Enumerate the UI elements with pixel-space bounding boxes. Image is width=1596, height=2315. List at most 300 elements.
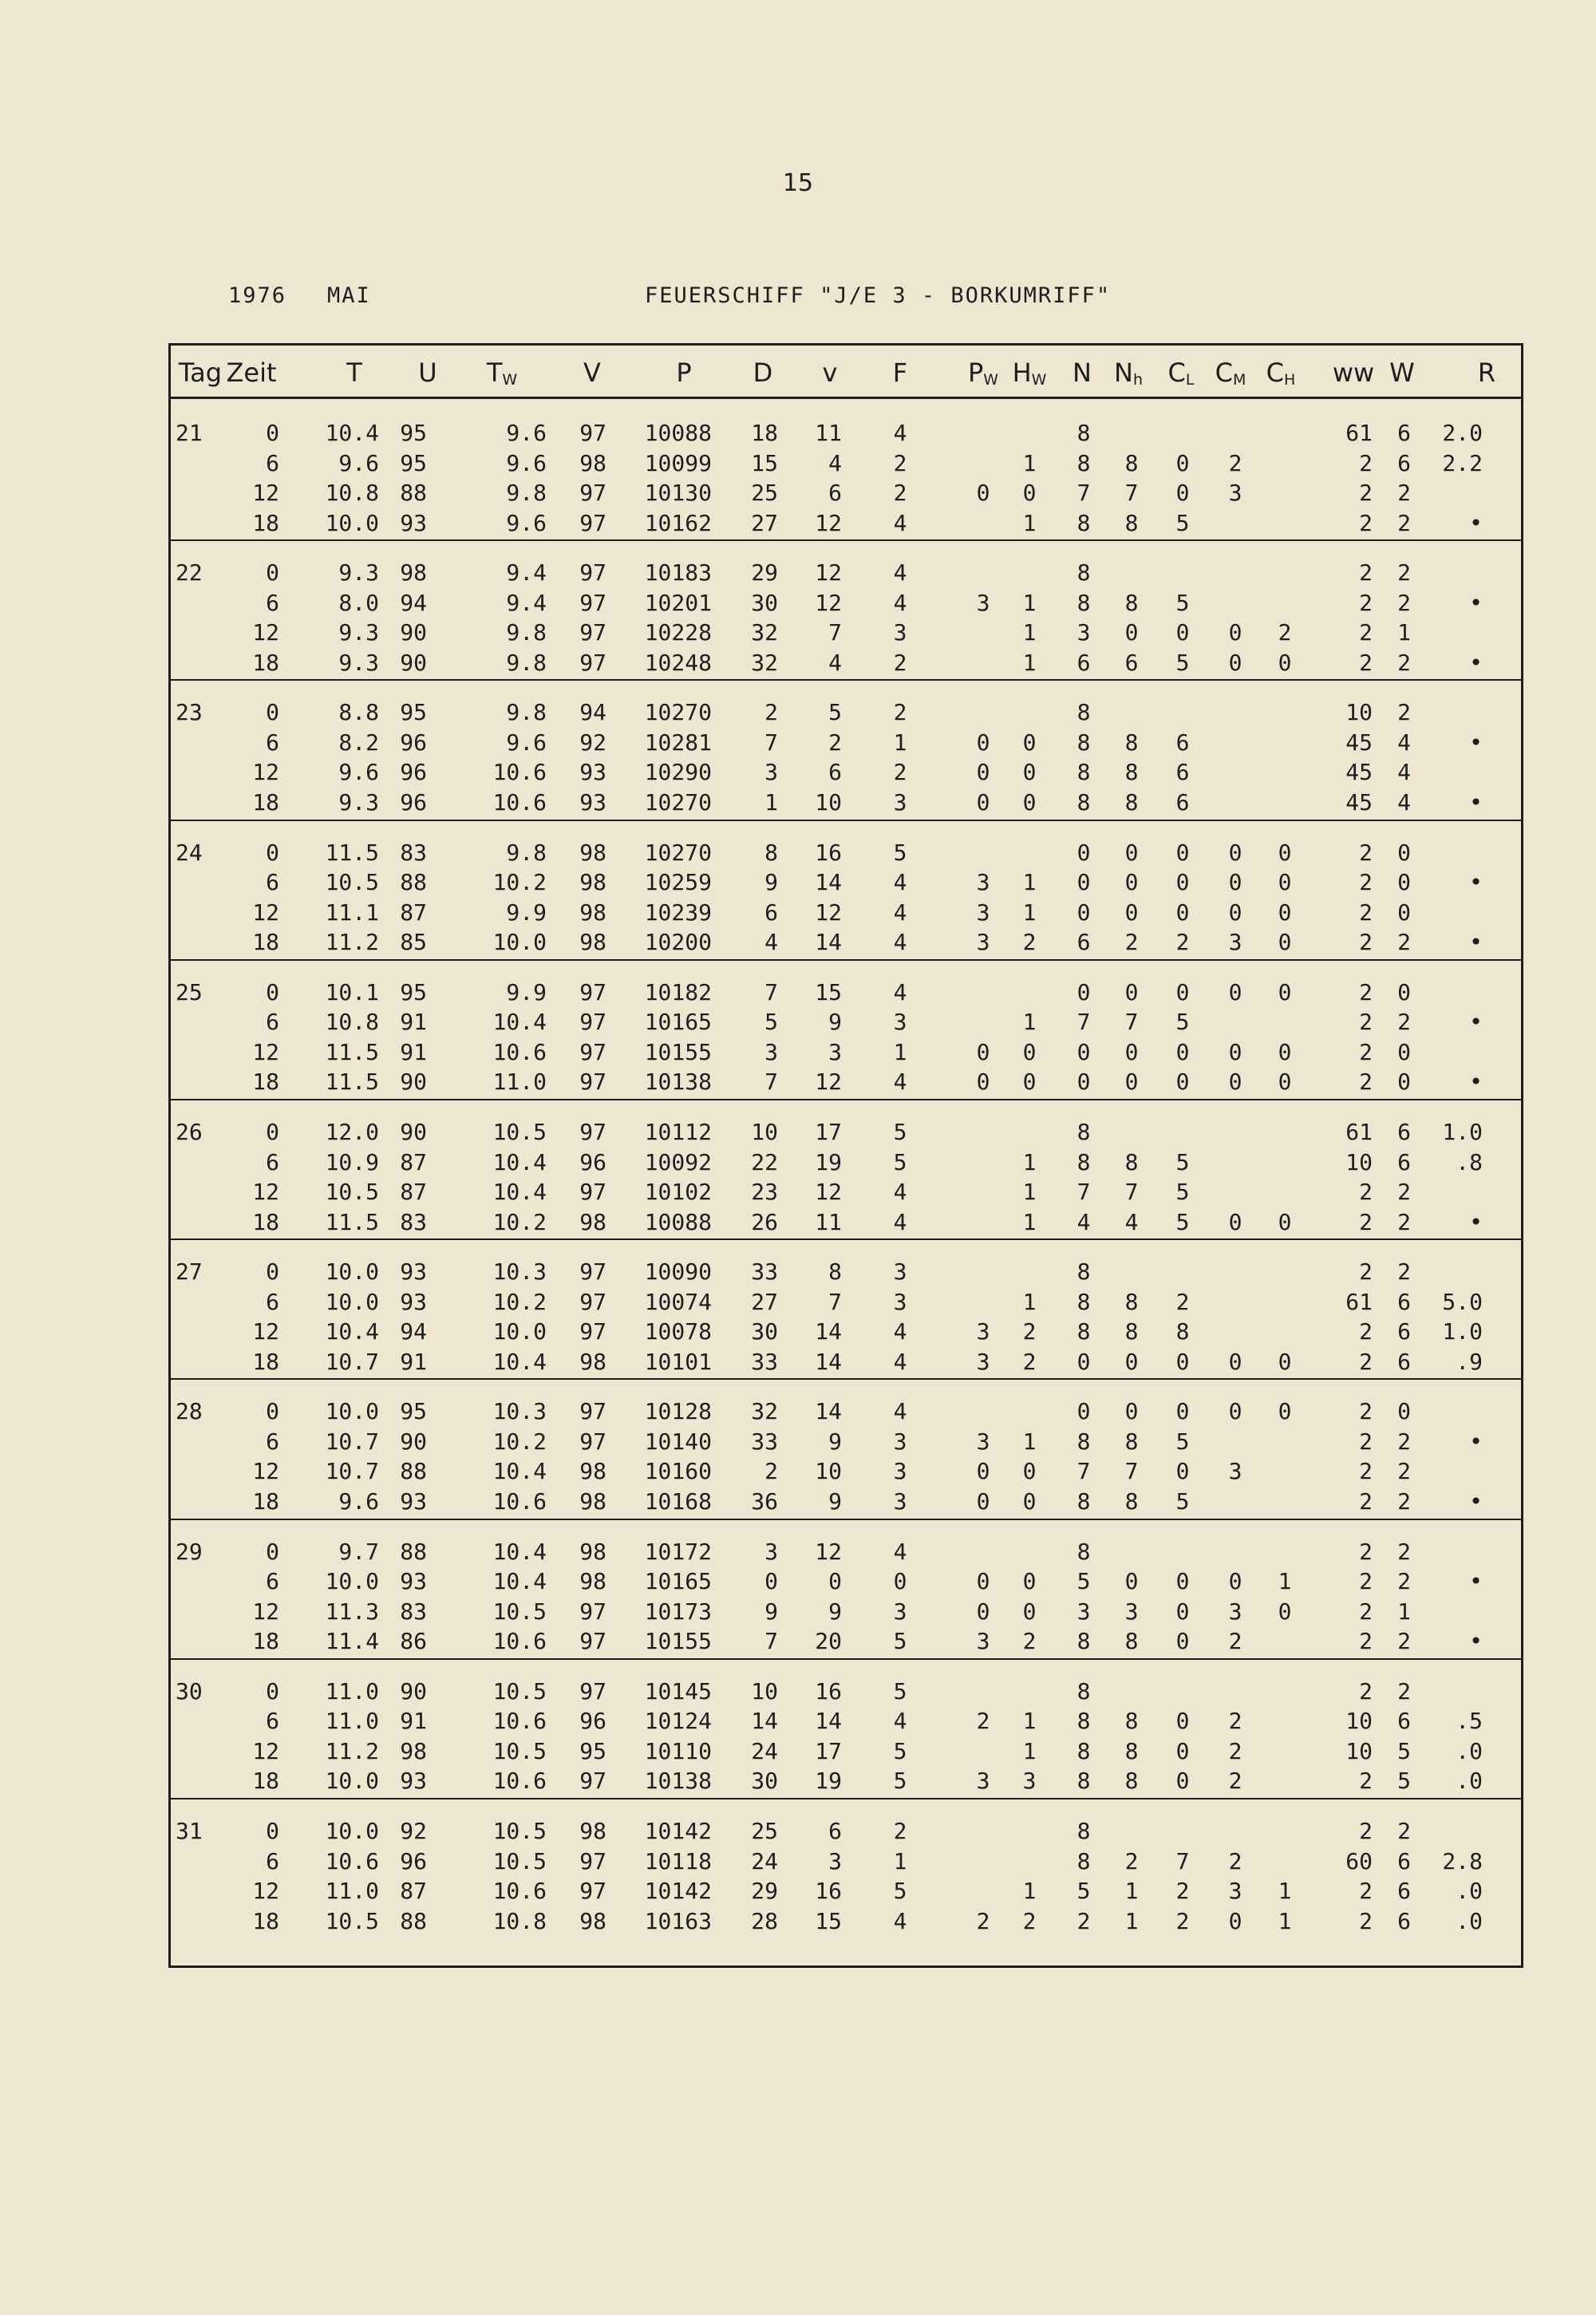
cell-n: 6 bbox=[1077, 929, 1091, 956]
cell-n: 0 bbox=[1077, 839, 1091, 866]
column-header-tag: Tag bbox=[178, 358, 223, 388]
cell-w: 6 bbox=[1397, 1878, 1411, 1904]
cell-ww: 2 bbox=[1359, 1568, 1373, 1595]
cell-zeit: 6 bbox=[266, 449, 279, 476]
cell-cm: 0 bbox=[1228, 978, 1242, 1005]
cell-v: 98 bbox=[579, 1348, 606, 1375]
cell-vv: 16 bbox=[815, 1878, 842, 1904]
cell-vv: 6 bbox=[828, 480, 842, 506]
cell-cm: 2 bbox=[1228, 1768, 1242, 1795]
cell-n: 8 bbox=[1077, 1538, 1091, 1565]
cell-pw: 0 bbox=[976, 1598, 990, 1625]
cell-ww: 2 bbox=[1359, 1538, 1373, 1565]
cell-w: 2 bbox=[1397, 559, 1411, 587]
cell-tw: 10.4 bbox=[492, 1179, 547, 1205]
cell-p: 10200 bbox=[644, 929, 712, 956]
cell-cm: 0 bbox=[1228, 649, 1242, 676]
cell-rr: • bbox=[1469, 649, 1483, 676]
cell-n: 8 bbox=[1077, 1737, 1091, 1764]
cell-d: 27 bbox=[751, 1288, 778, 1315]
cell-t: 10.0 bbox=[325, 1818, 379, 1844]
cell-nh: 7 bbox=[1124, 1009, 1139, 1036]
cell-p: 10138 bbox=[644, 1768, 712, 1795]
cell-cl: 5 bbox=[1175, 1009, 1190, 1036]
cell-nh: 2 bbox=[1124, 1847, 1139, 1875]
cell-tw: 9.9 bbox=[506, 899, 547, 926]
cell-zeit: 18 bbox=[252, 509, 279, 536]
cell-nh: 0 bbox=[1124, 619, 1139, 646]
cell-u: 87 bbox=[400, 1179, 427, 1205]
cell-zeit: 6 bbox=[266, 1428, 279, 1455]
cell-d: 10 bbox=[751, 1677, 778, 1705]
cell-ww: 2 bbox=[1359, 449, 1373, 476]
day-label: 31 bbox=[176, 1818, 203, 1844]
cell-w: 1 bbox=[1397, 1598, 1411, 1625]
cell-v: 96 bbox=[579, 1148, 606, 1175]
cell-cm: 3 bbox=[1228, 929, 1242, 956]
cell-nh: 8 bbox=[1124, 1737, 1139, 1764]
cell-t: 11.2 bbox=[325, 929, 379, 956]
cell-ch: 0 bbox=[1278, 899, 1292, 926]
cell-v: 97 bbox=[579, 589, 606, 616]
cell-d: 29 bbox=[751, 559, 778, 587]
cell-vv: 9 bbox=[828, 1598, 842, 1625]
cell-f: 1 bbox=[893, 1847, 907, 1875]
cell-ww: 2 bbox=[1359, 1398, 1373, 1425]
cell-f: 5 bbox=[893, 1148, 907, 1175]
day-label: 25 bbox=[176, 978, 203, 1005]
cell-t: 10.5 bbox=[325, 1179, 379, 1205]
cell-t: 10.4 bbox=[325, 1318, 379, 1345]
cell-v: 97 bbox=[579, 1179, 606, 1205]
cell-zeit: 6 bbox=[266, 1568, 279, 1595]
cell-pw: 3 bbox=[976, 1428, 990, 1455]
cell-rr: 1.0 bbox=[1442, 1318, 1483, 1345]
cell-n: 8 bbox=[1077, 1677, 1091, 1705]
cell-u: 90 bbox=[400, 619, 427, 646]
cell-zeit: 0 bbox=[266, 699, 279, 726]
cell-d: 15 bbox=[751, 449, 778, 476]
cell-zeit: 12 bbox=[252, 1878, 279, 1904]
cell-cm: 0 bbox=[1228, 1907, 1242, 1934]
cell-f: 4 bbox=[893, 1907, 907, 1934]
cell-ww: 2 bbox=[1359, 1487, 1373, 1515]
cell-f: 2 bbox=[893, 449, 907, 476]
cell-d: 5 bbox=[764, 1009, 778, 1036]
cell-n: 5 bbox=[1077, 1878, 1091, 1904]
cell-ww: 61 bbox=[1345, 420, 1373, 446]
cell-vv: 7 bbox=[828, 619, 842, 646]
cell-tw: 10.2 bbox=[492, 1288, 547, 1315]
cell-n: 8 bbox=[1077, 759, 1091, 786]
cell-nh: 6 bbox=[1124, 649, 1139, 676]
cell-d: 4 bbox=[764, 929, 778, 956]
cell-nh: 0 bbox=[1124, 1348, 1139, 1375]
cell-v: 97 bbox=[579, 1398, 606, 1425]
cell-v: 97 bbox=[579, 978, 606, 1005]
cell-zeit: 12 bbox=[252, 1598, 279, 1625]
cell-hw: 0 bbox=[1022, 729, 1037, 756]
cell-d: 24 bbox=[751, 1847, 778, 1875]
cell-ch: 0 bbox=[1278, 1038, 1292, 1065]
column-header-rr: R bbox=[1477, 358, 1496, 388]
cell-v: 97 bbox=[579, 1428, 606, 1455]
cell-d: 28 bbox=[751, 1907, 778, 1934]
cell-tw: 9.8 bbox=[506, 619, 547, 646]
cell-w: 2 bbox=[1397, 1677, 1411, 1705]
cell-tw: 10.2 bbox=[492, 1428, 547, 1455]
cell-rr: .0 bbox=[1456, 1768, 1483, 1795]
day-label: 28 bbox=[176, 1398, 203, 1425]
cell-u: 91 bbox=[400, 1009, 427, 1036]
cell-d: 9 bbox=[764, 869, 778, 896]
cell-rr: • bbox=[1469, 1069, 1483, 1096]
cell-zeit: 18 bbox=[252, 1348, 279, 1375]
cell-nh: 1 bbox=[1124, 1907, 1139, 1934]
cell-zeit: 0 bbox=[266, 1398, 279, 1425]
cell-tw: 10.4 bbox=[492, 1148, 547, 1175]
cell-f: 4 bbox=[893, 1208, 907, 1235]
cell-v: 97 bbox=[579, 1318, 606, 1345]
cell-f: 5 bbox=[893, 1628, 907, 1655]
cell-cl: 0 bbox=[1175, 869, 1190, 896]
cell-f: 4 bbox=[893, 1348, 907, 1375]
cell-vv: 17 bbox=[815, 1737, 842, 1764]
cell-f: 5 bbox=[893, 839, 907, 866]
cell-f: 3 bbox=[893, 1009, 907, 1036]
column-header-p: P bbox=[676, 358, 692, 388]
cell-nh: 0 bbox=[1124, 839, 1139, 866]
cell-d: 25 bbox=[751, 1818, 778, 1844]
cell-ww: 2 bbox=[1359, 1907, 1373, 1934]
cell-n: 8 bbox=[1077, 1818, 1091, 1844]
cell-hw: 3 bbox=[1022, 1768, 1037, 1795]
cell-u: 88 bbox=[400, 1458, 427, 1485]
cell-hw: 1 bbox=[1022, 1288, 1037, 1315]
cell-n: 8 bbox=[1077, 699, 1091, 726]
cell-tw: 9.8 bbox=[506, 649, 547, 676]
cell-p: 10142 bbox=[644, 1878, 712, 1904]
cell-vv: 19 bbox=[815, 1148, 842, 1175]
cell-v: 97 bbox=[579, 619, 606, 646]
day-separator bbox=[168, 959, 1523, 961]
cell-w: 2 bbox=[1397, 1179, 1411, 1205]
cell-zeit: 0 bbox=[266, 839, 279, 866]
cell-p: 10163 bbox=[644, 1907, 712, 1934]
cell-t: 11.5 bbox=[325, 1069, 379, 1096]
cell-ww: 2 bbox=[1359, 649, 1373, 676]
cell-n: 8 bbox=[1077, 1708, 1091, 1735]
cell-p: 10110 bbox=[644, 1737, 712, 1764]
cell-vv: 4 bbox=[828, 649, 842, 676]
cell-zeit: 6 bbox=[266, 1148, 279, 1175]
cell-t: 11.3 bbox=[325, 1598, 379, 1625]
cell-w: 4 bbox=[1397, 729, 1411, 756]
cell-u: 94 bbox=[400, 1318, 427, 1345]
day-label: 24 bbox=[176, 839, 203, 866]
cell-p: 10088 bbox=[644, 420, 712, 446]
cell-n: 7 bbox=[1077, 1458, 1091, 1485]
cell-f: 5 bbox=[893, 1768, 907, 1795]
cell-ww: 2 bbox=[1359, 1038, 1373, 1065]
cell-hw: 2 bbox=[1022, 929, 1037, 956]
cell-p: 10168 bbox=[644, 1487, 712, 1515]
day-label: 22 bbox=[176, 559, 203, 587]
cell-f: 2 bbox=[893, 649, 907, 676]
cell-zeit: 6 bbox=[266, 1708, 279, 1735]
cell-u: 93 bbox=[400, 1568, 427, 1595]
cell-ww: 2 bbox=[1359, 589, 1373, 616]
cell-zeit: 18 bbox=[252, 1208, 279, 1235]
cell-vv: 12 bbox=[815, 589, 842, 616]
cell-hw: 1 bbox=[1022, 619, 1037, 646]
cell-n: 3 bbox=[1077, 619, 1091, 646]
cell-f: 4 bbox=[893, 929, 907, 956]
cell-cm: 0 bbox=[1228, 869, 1242, 896]
cell-vv: 12 bbox=[815, 559, 842, 587]
cell-u: 93 bbox=[400, 509, 427, 536]
cell-tw: 9.9 bbox=[506, 978, 547, 1005]
cell-d: 30 bbox=[751, 1768, 778, 1795]
cell-u: 83 bbox=[400, 1208, 427, 1235]
cell-p: 10118 bbox=[644, 1847, 712, 1875]
cell-hw: 0 bbox=[1022, 1038, 1037, 1065]
cell-d: 26 bbox=[751, 1208, 778, 1235]
cell-v: 93 bbox=[579, 759, 606, 786]
cell-hw: 1 bbox=[1022, 449, 1037, 476]
cell-f: 5 bbox=[893, 1677, 907, 1705]
cell-tw: 10.4 bbox=[492, 1009, 547, 1036]
cell-d: 8 bbox=[764, 839, 778, 866]
cell-v: 98 bbox=[579, 929, 606, 956]
cell-d: 32 bbox=[751, 649, 778, 676]
cell-f: 3 bbox=[893, 1598, 907, 1625]
cell-t: 10.1 bbox=[325, 978, 379, 1005]
cell-p: 10201 bbox=[644, 589, 712, 616]
cell-vv: 8 bbox=[828, 1258, 842, 1286]
cell-ch: 0 bbox=[1278, 1208, 1292, 1235]
cell-cl: 5 bbox=[1175, 1487, 1190, 1515]
cell-f: 4 bbox=[893, 899, 907, 926]
cell-nh: 8 bbox=[1124, 1768, 1139, 1795]
cell-cl: 0 bbox=[1175, 1598, 1190, 1625]
cell-cl: 5 bbox=[1175, 1208, 1190, 1235]
cell-n: 8 bbox=[1077, 729, 1091, 756]
cell-v: 97 bbox=[579, 1598, 606, 1625]
cell-cl: 0 bbox=[1175, 1458, 1190, 1485]
cell-p: 10142 bbox=[644, 1818, 712, 1844]
cell-nh: 8 bbox=[1124, 1318, 1139, 1345]
cell-vv: 12 bbox=[815, 1538, 842, 1565]
day-label: 23 bbox=[176, 699, 203, 726]
cell-cl: 0 bbox=[1175, 1737, 1190, 1764]
cell-p: 10088 bbox=[644, 1208, 712, 1235]
cell-u: 96 bbox=[400, 1847, 427, 1875]
cell-zeit: 18 bbox=[252, 649, 279, 676]
cell-tw: 9.8 bbox=[506, 699, 547, 726]
cell-ww: 45 bbox=[1345, 759, 1373, 786]
cell-cm: 2 bbox=[1228, 449, 1242, 476]
cell-zeit: 6 bbox=[266, 869, 279, 896]
cell-u: 98 bbox=[400, 1737, 427, 1764]
cell-u: 93 bbox=[400, 1487, 427, 1515]
cell-zeit: 6 bbox=[266, 729, 279, 756]
cell-zeit: 18 bbox=[252, 1907, 279, 1934]
cell-t: 10.8 bbox=[325, 1009, 379, 1036]
cell-tw: 9.6 bbox=[506, 509, 547, 536]
cell-p: 10099 bbox=[644, 449, 712, 476]
cell-ww: 2 bbox=[1359, 1069, 1373, 1096]
cell-ww: 10 bbox=[1345, 1737, 1373, 1764]
cell-v: 95 bbox=[579, 1737, 606, 1764]
cell-ww: 2 bbox=[1359, 1009, 1373, 1036]
cell-u: 90 bbox=[400, 1428, 427, 1455]
header-ship-name: FEUERSCHIFF "J/E 3 - BORKUMRIFF" bbox=[645, 283, 1112, 308]
cell-cm: 0 bbox=[1228, 1069, 1242, 1096]
day-label: 30 bbox=[176, 1677, 203, 1705]
cell-p: 10173 bbox=[644, 1598, 712, 1625]
cell-ww: 2 bbox=[1359, 929, 1373, 956]
cell-ww: 10 bbox=[1345, 1708, 1373, 1735]
column-header-cl: $C_L$ bbox=[1167, 358, 1195, 389]
cell-t: 8.0 bbox=[338, 589, 379, 616]
cell-n: 8 bbox=[1077, 1428, 1091, 1455]
cell-cl: 2 bbox=[1175, 1907, 1190, 1934]
cell-cl: 0 bbox=[1175, 480, 1190, 506]
cell-rr: • bbox=[1469, 509, 1483, 536]
cell-rr: • bbox=[1469, 729, 1483, 756]
cell-pw: 0 bbox=[976, 480, 990, 506]
day-separator bbox=[168, 1099, 1523, 1100]
cell-cm: 0 bbox=[1228, 619, 1242, 646]
cell-d: 23 bbox=[751, 1179, 778, 1205]
cell-n: 8 bbox=[1077, 420, 1091, 446]
cell-vv: 16 bbox=[815, 1677, 842, 1705]
cell-v: 97 bbox=[579, 1258, 606, 1286]
cell-d: 36 bbox=[751, 1487, 778, 1515]
cell-w: 2 bbox=[1397, 1009, 1411, 1036]
cell-f: 4 bbox=[893, 1538, 907, 1565]
cell-n: 0 bbox=[1077, 1398, 1091, 1425]
cell-u: 90 bbox=[400, 1677, 427, 1705]
cell-t: 10.7 bbox=[325, 1428, 379, 1455]
cell-ch: 0 bbox=[1278, 649, 1292, 676]
cell-nh: 2 bbox=[1124, 929, 1139, 956]
cell-t: 9.6 bbox=[338, 1487, 379, 1515]
cell-v: 98 bbox=[579, 1538, 606, 1565]
cell-t: 8.8 bbox=[338, 699, 379, 726]
cell-t: 10.4 bbox=[325, 420, 379, 446]
cell-nh: 8 bbox=[1124, 1628, 1139, 1655]
cell-d: 2 bbox=[764, 1458, 778, 1485]
cell-cl: 2 bbox=[1175, 1878, 1190, 1904]
cell-n: 3 bbox=[1077, 1598, 1091, 1625]
cell-f: 3 bbox=[893, 1288, 907, 1315]
cell-vv: 6 bbox=[828, 1818, 842, 1844]
cell-cm: 3 bbox=[1228, 1878, 1242, 1904]
cell-tw: 10.2 bbox=[492, 869, 547, 896]
cell-tw: 10.5 bbox=[492, 1677, 547, 1705]
cell-w: 6 bbox=[1397, 1119, 1411, 1145]
cell-t: 11.4 bbox=[325, 1628, 379, 1655]
cell-w: 6 bbox=[1397, 1708, 1411, 1735]
cell-f: 3 bbox=[893, 1487, 907, 1515]
cell-p: 10290 bbox=[644, 759, 712, 786]
cell-cl: 5 bbox=[1175, 1179, 1190, 1205]
cell-t: 10.9 bbox=[325, 1148, 379, 1175]
cell-v: 98 bbox=[579, 1907, 606, 1934]
cell-hw: 2 bbox=[1022, 1907, 1037, 1934]
cell-hw: 1 bbox=[1022, 1737, 1037, 1764]
cell-ww: 2 bbox=[1359, 1258, 1373, 1286]
cell-ww: 60 bbox=[1345, 1847, 1373, 1875]
cell-tw: 10.4 bbox=[492, 1458, 547, 1485]
cell-cm: 3 bbox=[1228, 1598, 1242, 1625]
cell-ww: 10 bbox=[1345, 1148, 1373, 1175]
cell-t: 9.6 bbox=[338, 449, 379, 476]
cell-tw: 10.6 bbox=[492, 1878, 547, 1904]
cell-v: 98 bbox=[579, 1208, 606, 1235]
cell-zeit: 12 bbox=[252, 619, 279, 646]
cell-hw: 1 bbox=[1022, 589, 1037, 616]
cell-f: 2 bbox=[893, 1818, 907, 1844]
cell-f: 3 bbox=[893, 788, 907, 816]
cell-tw: 10.4 bbox=[492, 1538, 547, 1565]
cell-cl: 0 bbox=[1175, 619, 1190, 646]
cell-t: 12.0 bbox=[325, 1119, 379, 1145]
cell-d: 24 bbox=[751, 1737, 778, 1764]
cell-zeit: 0 bbox=[266, 978, 279, 1005]
page-number: 15 bbox=[782, 169, 814, 197]
cell-p: 10172 bbox=[644, 1538, 712, 1565]
cell-p: 10270 bbox=[644, 699, 712, 726]
cell-nh: 7 bbox=[1124, 1179, 1139, 1205]
cell-cl: 6 bbox=[1175, 788, 1190, 816]
cell-d: 33 bbox=[751, 1428, 778, 1455]
cell-ww: 2 bbox=[1359, 1318, 1373, 1345]
cell-nh: 8 bbox=[1124, 1487, 1139, 1515]
cell-p: 10281 bbox=[644, 729, 712, 756]
cell-zeit: 0 bbox=[266, 1818, 279, 1844]
cell-u: 91 bbox=[400, 1348, 427, 1375]
cell-cl: 5 bbox=[1175, 1148, 1190, 1175]
cell-zeit: 6 bbox=[266, 1847, 279, 1875]
cell-hw: 0 bbox=[1022, 1598, 1037, 1625]
cell-t: 10.0 bbox=[325, 1258, 379, 1286]
cell-u: 90 bbox=[400, 649, 427, 676]
cell-v: 97 bbox=[579, 1119, 606, 1145]
cell-u: 90 bbox=[400, 1119, 427, 1145]
cell-cm: 2 bbox=[1228, 1737, 1242, 1764]
cell-t: 10.6 bbox=[325, 1847, 379, 1875]
cell-w: 2 bbox=[1397, 509, 1411, 536]
cell-ww: 2 bbox=[1359, 509, 1373, 536]
cell-vv: 6 bbox=[828, 759, 842, 786]
cell-tw: 10.2 bbox=[492, 1208, 547, 1235]
cell-v: 97 bbox=[579, 1069, 606, 1096]
cell-zeit: 0 bbox=[266, 559, 279, 587]
cell-v: 93 bbox=[579, 788, 606, 816]
cell-d: 7 bbox=[764, 1628, 778, 1655]
cell-n: 8 bbox=[1077, 509, 1091, 536]
cell-p: 10145 bbox=[644, 1677, 712, 1705]
cell-f: 3 bbox=[893, 1258, 907, 1286]
cell-ww: 61 bbox=[1345, 1288, 1373, 1315]
cell-v: 98 bbox=[579, 1818, 606, 1844]
day-separator bbox=[168, 1658, 1523, 1660]
cell-f: 4 bbox=[893, 1179, 907, 1205]
cell-pw: 0 bbox=[976, 1487, 990, 1515]
